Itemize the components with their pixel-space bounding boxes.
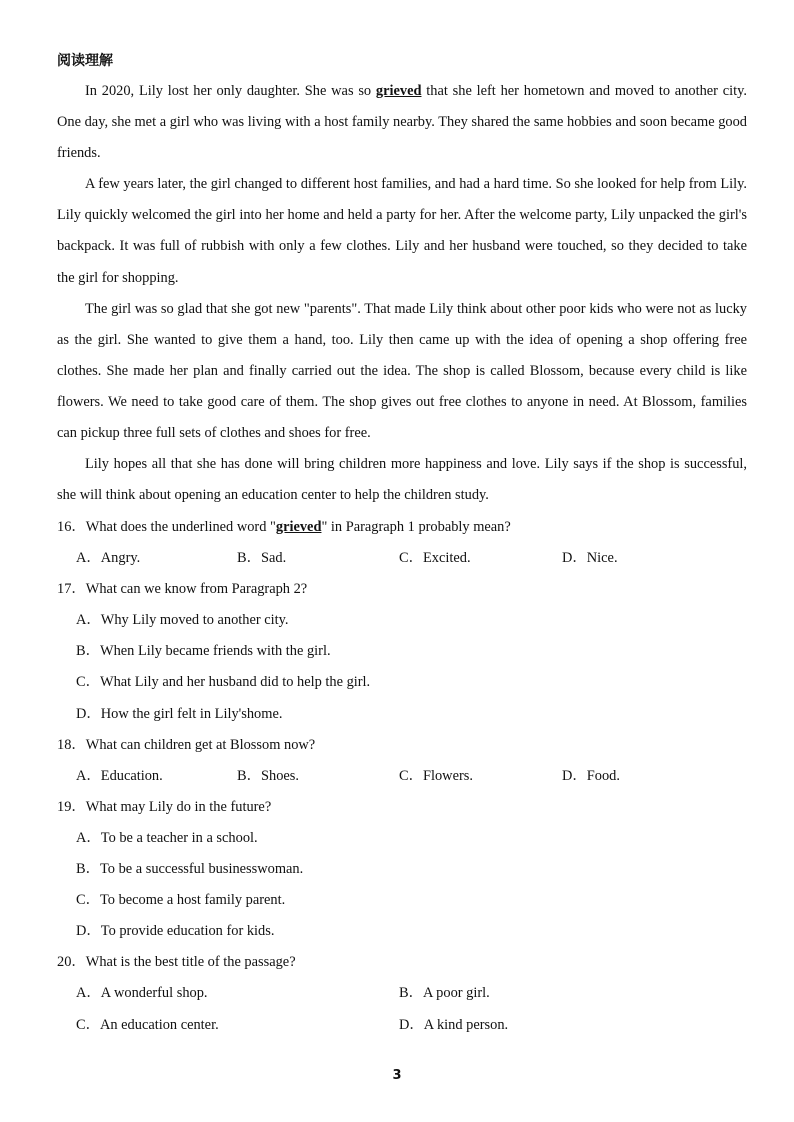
question-18-options bbox=[57, 761, 747, 792]
question-18-stem: 18．What can children get at Blossom now? bbox=[57, 736, 316, 753]
question-16-stem bbox=[57, 512, 747, 543]
question-18-option-d: D．Food. bbox=[562, 767, 620, 784]
question-16-option-c: C．Excited. bbox=[399, 550, 471, 567]
question-20-options-row-1 bbox=[57, 978, 747, 1009]
question-19-option-d: D．To provide education for kids. bbox=[76, 923, 275, 940]
question-16-stem-after: " in Paragraph 1 probably mean? bbox=[321, 519, 511, 535]
question-16-options bbox=[57, 543, 747, 574]
question-18-option-a: A．Education. bbox=[76, 767, 163, 784]
question-18-option-c: C．Flowers. bbox=[399, 767, 473, 784]
question-19-option-b: B．To be a successful businesswoman. bbox=[76, 861, 304, 878]
paragraph-2: A few years later, the girl changed to different host families, and had a hard time. So she looked for help from Lily. Lily quickly welcomed the girl into her home and held a party for her. After the welcome party, Lily unpacked the girl's backpack. It was full of rubbish with only a few clothes. Lily and her husband were touched, so they decided to take the girl for shopping. bbox=[57, 176, 747, 286]
question-19-option-c: C．To become a host family parent. bbox=[76, 892, 286, 909]
paragraph-1-text-after: that she left her hometown and moved to another city. One day, she met a girl who was living with a host family nearby. They shared the same hobbies and soon became good friends. bbox=[57, 83, 747, 162]
section-heading: 阅读理解 bbox=[57, 53, 113, 69]
paragraph-1-text-before: In 2020, Lily lost her only daughter. She was so bbox=[85, 83, 376, 99]
question-20-option-d: D．A kind person. bbox=[399, 1016, 509, 1033]
page-number: 3 bbox=[392, 1068, 402, 1083]
reading-passage bbox=[57, 76, 747, 511]
question-16-option-d: D．Nice. bbox=[562, 550, 618, 567]
underlined-word: grieved bbox=[375, 83, 422, 99]
question-19-stem: 19．What may Lily do in the future? bbox=[57, 798, 272, 815]
question-17-option-c: C．What Lily and her husband did to help the girl. bbox=[76, 674, 371, 691]
question-17-option-b: B．When Lily became friends with the girl. bbox=[76, 643, 331, 660]
question-16-option-a: A．Angry. bbox=[76, 550, 141, 567]
question-20-options-row-2 bbox=[57, 1010, 747, 1041]
question-16-keyword: grieved bbox=[275, 519, 322, 535]
question-20-option-c: C．An education center. bbox=[76, 1016, 219, 1033]
question-17-option-d: D．How the girl felt in Lily'shome. bbox=[76, 705, 283, 722]
question-18-option-b: B．Shoes. bbox=[237, 767, 299, 784]
paragraph-4: Lily hopes all that she has done will bring children more happiness and love. Lily says if the shop is successful, she will think about opening an education center to help the children study. bbox=[57, 456, 747, 504]
paragraph-3: The girl was so glad that she got new "parents". That made Lily think about other poor kids who were not as lucky as the girl. She wanted to give them a hand, too. Lily then came up with the idea of opening a shop offering free clothes. She made her plan and finally carried out the idea. The shop is called Blossom, because every child is like flowers. We need to take good care of them. The shop gives out free clothes to anyone in need. At Blossom, families can pickup three full sets of clothes and shoes for free. bbox=[57, 300, 747, 442]
question-list bbox=[57, 512, 747, 1041]
question-16-option-b: B．Sad. bbox=[237, 550, 287, 567]
paragraph-1 bbox=[57, 76, 747, 169]
question-17-option-a: A．Why Lily moved to another city. bbox=[76, 612, 289, 629]
question-19-option-a: A．To be a teacher in a school. bbox=[76, 829, 258, 846]
question-20-option-b: B．A poor girl. bbox=[399, 985, 490, 1002]
question-20-option-a: A．A wonderful shop. bbox=[76, 985, 208, 1002]
question-17-stem: 17．What can we know from Paragraph 2? bbox=[57, 581, 308, 598]
question-16-stem-before: 16．What does the underlined word " bbox=[57, 519, 276, 535]
question-20-stem: 20．What is the best title of the passage? bbox=[57, 954, 296, 971]
